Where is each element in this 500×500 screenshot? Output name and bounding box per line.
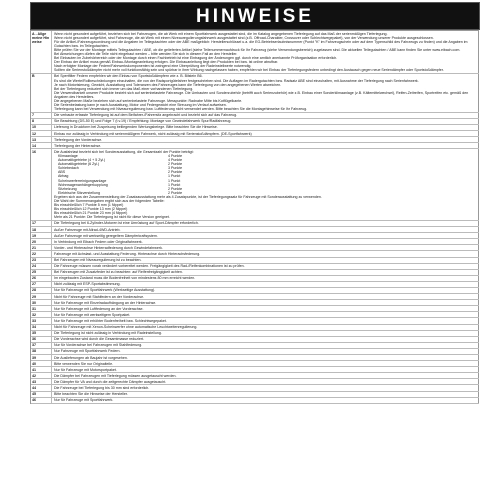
note-line: Nicht für Fahrzeuge mit Xenon-Scheinwerfer ohne automatische Leuchtweitenregulierung.	[54, 325, 198, 330]
note-line: Wenn nicht gesondert aufgeführt, sind Fahrzeuge, die ab Werk mit einem Niveauregulierungsfahrwerk ausgestattet sind (z.B. Offroad-Charakter, Crossover oder Schlechtwegepaket), von der Verwendung unserer Produkte ausgeschlossen.	[54, 35, 434, 40]
points-item: Airbag	[58, 174, 69, 179]
note-text	[52, 367, 479, 372]
note-number: 39	[31, 355, 52, 360]
note-text	[52, 379, 479, 384]
note-number: 27	[31, 282, 52, 287]
note-text	[52, 276, 479, 281]
note-line: Die verbaute erfasste Tieferlegung ist auf dem Beifahrer-/Fahrersitz angebracht und bezieht sich auf das Fahrzeug.	[54, 113, 238, 118]
note-text	[52, 125, 479, 130]
note-text	[52, 119, 479, 124]
note-line: Bei der Tieferlegung reduziert sich immer um das Maß einer vorhandenen Tieferlegung.	[54, 86, 194, 91]
note-number: 34	[31, 325, 52, 330]
note-text	[52, 113, 479, 118]
note-number: 23	[31, 258, 52, 263]
note-number: 38	[31, 349, 52, 354]
note-line: Bei Fahrzeugen mit Niveauregulierung ist zu beachten.	[54, 258, 142, 262]
note-line: Es sind die Werte/Rollbeschränkungen einzuhalten, die von der Radsportgütefahrer festgeschrieben sind. Die Auflagen im Radergutachten bzw. Radsatz ABE sind einzuhalten, mit Ausnahme der Tieferlegung nach Serienfahrwerk.	[54, 78, 419, 83]
points-item: Wohnwagenanhängerkupplung	[58, 182, 108, 187]
points-item: Automatikgetriebe (4 + 5 Zyl.)	[58, 158, 106, 163]
points-item: Sitzheizung	[58, 186, 77, 191]
note-number: 46	[31, 398, 52, 403]
points-value: 1 Punkt	[168, 174, 181, 179]
points-value: 4 Punkte	[168, 158, 183, 163]
note-text	[52, 239, 479, 244]
note-text	[52, 221, 479, 226]
note-line: Einbau nur zulässig in Verbindung mit serienmäßigem Fahrwerk, nicht zulässig mit Serienstoßdämpfern. (DE-Sportfahrwerk)	[54, 131, 252, 136]
note-number: 41	[31, 367, 52, 372]
note-line: Nicht zulässig mit ESP-Sportabstimmung.	[54, 282, 121, 287]
note-number: 18	[31, 227, 52, 232]
note-number: 43	[31, 379, 52, 384]
note-line: Bitte verwenden Sie nur Originalteile.	[54, 361, 114, 366]
note-number: 24	[31, 264, 52, 269]
note-text	[52, 131, 479, 136]
points-value: 2 Punkte	[168, 186, 183, 191]
note-line: Nur für Fahrzeuge mit erhöhter Bodenfreiheit bzw. Schlechtwegepaket.	[54, 318, 167, 323]
note-number: 10	[31, 125, 52, 130]
note-line: Nur für Fahrzeuge mit Einzelradaufhängung an der Hinterachse.	[54, 300, 157, 305]
note-line: Außer Fahrzeuge mit Allrad-4WD-Antrieb.	[54, 227, 121, 232]
note-line: In Verbindung mit Eibach Federn oder Originalfahrwerk.	[54, 239, 143, 244]
note-line: Die Tieferlegung bei 6-Zylinder-Motoren ist eine Umrüstung auf Sport-Dämpfer erforderlich.	[54, 221, 199, 226]
note-line: Je nach Motorisierung, Gewicht, Ausstattung und Toleranzen des Fahrzeuges kann die Tieferlegung von den angegebenen Werten abweichen.	[54, 82, 282, 87]
note-number: 44	[31, 385, 52, 390]
note-number: 16	[31, 149, 52, 220]
note-line: Die Tieferlegung ist nicht zulässig in Verbindung mit Radeinstellung.	[54, 331, 162, 336]
header-bar	[30, 2, 480, 30]
note-text	[52, 233, 479, 238]
note-line: Die Dämpfer für VA und durch die zeitgerechte Dämpfer ausgetauscht.	[54, 379, 167, 384]
points-item: Klimaanlage	[58, 153, 78, 158]
note-text	[52, 392, 479, 397]
note-line: Außer Fahrzeuge mit werkseitig geregeltem Dämpferkraftsystem.	[54, 233, 158, 238]
note-number: 20	[31, 239, 52, 244]
note-number: A - Allge meine Hin weise	[31, 31, 52, 73]
note-text	[52, 294, 479, 299]
note-line: Nur für Fahrzeuge mit Sportfahrwerk (Werkseitige Ausstattung).	[54, 288, 156, 293]
note-line: Die Fahrzeuge müssen vorab verändert vorbereitet werden. Freigängigkeit des Rad-/Reifenkombinationen ist zu prüfen.	[54, 264, 245, 269]
note-line: Bei Fahrzeugen mit Zusatzfeder ist zu beachten: auf Reifenfreigängigkeit achten.	[54, 270, 183, 275]
note-number: 12	[31, 131, 52, 136]
note-line: Nicht für Fahrzeuge mit Stahlfedern an der Vorderachse.	[54, 294, 145, 299]
note-number: 21	[31, 245, 52, 250]
note-line: Die Auslieferungen ab Baujahr ist vorgesehen.	[54, 355, 128, 360]
note-line: Ergeben sich aus der Zusammenstellung der Zusatzausstattung mehr als 4 Zusatzpunkte, ist der Tieferlegungssatz für Fahrzeuge mit Sonderausstattung zu verwenden.	[54, 194, 322, 199]
note-text	[52, 337, 479, 342]
note-line: Die Wahl der Summenangaben ergibt sich aus der folgenden Tabelle:	[54, 198, 165, 203]
note-line: Die Ausfahrlast bezieht sich bei Sonderausstattung, die Gesamtzahl der Punkte beträgt:	[54, 149, 194, 154]
note-text	[52, 300, 479, 305]
note-text	[52, 325, 479, 330]
note-line: Fahrzeuge mit Achslast- und Ausstattung Federung. Hinterachse durch Hinterachsfederung.	[54, 251, 201, 256]
note-text	[52, 282, 479, 287]
note-line: Tieferlegung der Vorderachse.	[54, 137, 103, 142]
note-text	[52, 74, 479, 112]
points-value: 1 Punkt	[168, 182, 181, 187]
note-line: Die Fahrzeuge bei Tieferlegung bis 30 mm sind erforderlich.	[54, 385, 150, 390]
notes-table	[30, 30, 479, 404]
note-text	[52, 385, 479, 390]
note-number: 30	[31, 300, 52, 305]
note-line: Die Serienbelastung kann je nach Ausstattung, Motor und Federgewicht eine Streuung im Verlauf aufweisen.	[54, 103, 227, 108]
note-line: Vorder- und Hinterachse Hinterradfederung durch Gewindefahrwerk.	[54, 245, 163, 250]
page-title: HINWEISE	[196, 6, 314, 27]
note-number: 22	[31, 251, 52, 256]
note-line: Nur für Vorderachse bei Fahrzeugen mit Stahlfederung.	[54, 343, 143, 348]
note-text	[52, 137, 479, 142]
note-line: Nur für Fahrzeuge mit werkseitigem Sportpaket.	[54, 312, 131, 317]
points-value: 4 Punkte	[168, 153, 183, 158]
note-text	[52, 251, 479, 256]
note-number: 31	[31, 306, 52, 311]
note-text	[52, 318, 479, 323]
note-line: Bei Spertfilter Federn empfehlen wir den Einbau von Sportstoßdämpfern wie z. B. Bilstein B6.	[54, 74, 203, 79]
note-row	[31, 31, 479, 74]
note-text	[52, 361, 479, 366]
note-text	[52, 270, 479, 275]
note-line: Der Einbau der Artikel muss gemäß Einbau-/Montageanleitung erfolgen. Die Einbauanleitung liegt den Produkten bei bzw. ist online abrufbar.	[54, 60, 279, 65]
note-number: 25	[31, 270, 52, 275]
note-text	[52, 143, 479, 148]
note-text	[52, 306, 479, 311]
note-number: 26	[31, 276, 52, 281]
note-line: Bitte beachten Sie die Hinweise der Hersteller.	[54, 392, 128, 397]
note-number: 35	[31, 331, 52, 336]
note-number: 29	[31, 294, 52, 299]
points-value: 2 Punkte	[168, 190, 183, 195]
note-number: 17	[31, 221, 52, 226]
points-item: Schiebedach	[58, 166, 79, 171]
note-line: Nur Fahrzeuge mit Sportfahrwerk Federn.	[54, 349, 121, 354]
note-line: Wenn nicht gesondert aufgeführt, beziehen sich bei Fahrzeugen, die ab Werk mit einem Sportfahrwerk ausgestattet sind, die im Katalog angegebenen Tieferlegung auf das Maß der serienmäßigen Tieferlegung.	[54, 31, 388, 36]
note-number: 14	[31, 143, 52, 148]
points-value: 1 Punkt	[168, 178, 181, 183]
note-line: Tieferlegung kann bei Verwendung mit Niveauregulierung bzw. Luftfederung nicht verwendet werden. Bitte beachten Sie die Montagehinweise für Ihr Fahrzeug.	[54, 107, 308, 112]
note-text	[52, 349, 479, 354]
note-text	[52, 258, 479, 263]
note-line: Lieferung in Druckform bei Zuspeisung beiliegenden Wertungsbelege. Bitte beachten Sie die Hinweise.	[54, 125, 218, 130]
points-item: Scheinwerferreinigungsanlage	[58, 178, 107, 183]
note-line: Mehr als 21 Punkte: Die Tieferlegung ist nicht für diese Version geeignet.	[54, 215, 170, 220]
note-line: Bis einschließlich 7 Punkte 5 mm (1 Nippel)	[54, 203, 124, 208]
note-number: 7	[31, 113, 52, 118]
note-line: Sie Beachtung (DS-50 E) und Folge 7 (t.v.19) / Empfehlung: Montage von Gewindefahrwerk Spur/Radfahrzeug.	[54, 119, 232, 124]
note-text	[52, 149, 479, 220]
note-line: Die Vorderachse wird durch die Gesamtmasse reduziert.	[54, 337, 145, 342]
note-line: Sollten die Serienstoßdämpfer nicht mehr voll funktionsfähig sein und spürbar in ihrer Wirkung nachgelassen haben, empfehlen wir bei Einbau der Tieferlegungsfedern unbedingt den Austausch gegen neue Seriendämpfer oder Sportstoßdämpfer.	[54, 68, 444, 73]
points-value: 3 Punkte	[168, 166, 183, 171]
note-number: 19	[31, 233, 52, 238]
points-value: 2 Punkte	[168, 162, 183, 167]
points-item: Elektrische Sitzverstellung	[58, 190, 100, 195]
note-text	[52, 312, 479, 317]
note-number: 40	[31, 361, 52, 366]
note-line: Bei Einbauten im Zubehörbereich oder der Montage durch einen Fachbetrieb ist eine Eintragung der Änderungen ggf. durch eine amtlich anerkannte Prüforganisation erforderlich.	[54, 56, 338, 61]
note-number: 32	[31, 312, 52, 317]
note-text	[52, 264, 479, 269]
points-value: 2 Punkte	[168, 170, 183, 175]
note-row	[31, 398, 479, 404]
note-line: Im eingebauten Zustand muss die Bodenfreiheit von mindestens 80 mm erreicht werden.	[54, 276, 196, 281]
note-line: Nur für Fahrzeuge mit Sportfahrwerk.	[54, 398, 114, 403]
note-text	[52, 355, 479, 360]
note-text	[52, 398, 479, 403]
note-number: 36	[31, 337, 52, 342]
note-line: Die angegebenen Maße beziehen sich auf serienbelastete Fahrzeuge. Messpunkte: Radnabe Mitte bis Kotflügelkante.	[54, 99, 243, 103]
note-text	[52, 227, 479, 232]
note-number: 45	[31, 392, 52, 397]
note-text	[52, 343, 479, 348]
note-row	[31, 149, 479, 221]
note-text	[52, 331, 479, 336]
note-line: Für die Artikel-/Fahrzeugzuordnung und die Angaben im Teilegutachten oder der ABE maßgeblich: Herstellerschlüssel u.a. die EG-Betriebserlaubnisnummer (Punkt "K" im Fahrzeugschein oder auf dem Typenschild des Fahrzeugs zu finden) und die Angaben im Gutachten bzw. im Teilegutachten.	[54, 39, 468, 48]
note-text	[52, 245, 479, 250]
note-line: Bitte prüfen Sie vor der Montage mittels Teilegutachten / ABE, ob die gelieferten Artikel (siehe Teilenummernaufdruck für Ihr Fahrzeug (siehe Verwendungsbereich) zugelassen sind. Die aktuellen Teilegutachten / ABE kann finden Sie unter www.eibach.com.	[54, 47, 461, 52]
note-number: 37	[31, 343, 52, 348]
note-line: Tieferlegung der Hinterachse.	[54, 143, 102, 148]
note-number: 42	[31, 373, 52, 378]
note-text	[52, 288, 479, 293]
note-number: 13	[31, 137, 52, 142]
note-number: B	[31, 74, 52, 112]
note-number: 33	[31, 318, 52, 323]
note-row	[31, 74, 479, 113]
note-line: Bis einschließlich 12 Punkte 13 mm (2 Nippel)	[54, 207, 128, 212]
note-number: 28	[31, 288, 52, 293]
note-line: Nur für Fahrzeuge mit Motorsportpaket.	[54, 367, 117, 372]
note-text	[52, 373, 479, 378]
points-item: ABS	[58, 170, 66, 175]
note-number: 8	[31, 119, 52, 124]
note-line: Bei Abweichungen dürfen die Teile nicht eingebaut werden – bitte wenden Sie sich in diesem Fall an den Hersteller.	[54, 51, 238, 56]
note-text	[52, 31, 479, 73]
note-line: Nach erfolgter Montage der Federn/Fahrwerkskomponenten ist zwingend eine Überprüfung der Radeinstellwerte notwendig.	[54, 64, 252, 69]
note-line: Nur für Fahrzeuge mit Luftfederung an der Vorderachse.	[54, 306, 144, 311]
points-item: Automatikgetriebe (6 Zyl.)	[58, 162, 100, 167]
note-line: Die Verwendbarkeit unserer Produkte bezieht sich auf serienbelastete Fahrzeuge. Die Umbauten und Sonderzubehör (betrifft auch Serienzubehör) wie z.B. Einbau einer Sonderklimaanlage (z.B. Kältemittelwechsel), Reifen-Zeitreifen, Sportreifen etc. gemäß den Angaben des Herstellers.	[54, 90, 469, 99]
note-line: Bis einschließlich 21 Punkte 23 mm (4 Nippel)	[54, 211, 128, 216]
note-line: Die Dämpfer bei Fahrzeugen mit Tieferlegung müssen ausgetauscht werden.	[54, 373, 177, 378]
